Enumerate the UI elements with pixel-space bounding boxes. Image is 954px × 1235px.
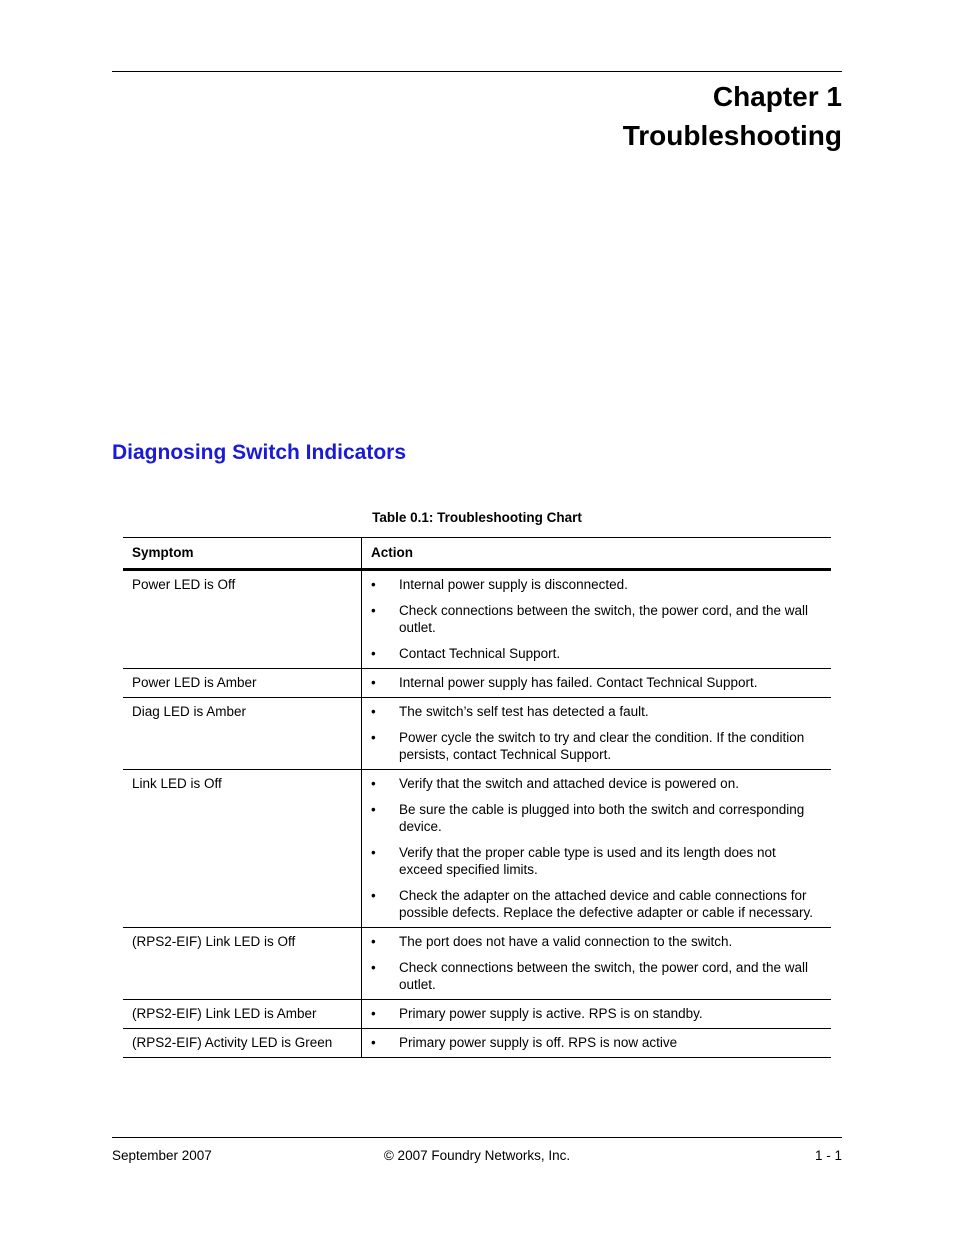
table-row	[123, 1029, 831, 1058]
column-header-symptom: Symptom	[123, 538, 362, 570]
action-item	[371, 729, 823, 763]
table-row	[123, 770, 831, 928]
section-heading: Diagnosing Switch Indicators	[112, 441, 407, 464]
chapter-number: Chapter 1	[712, 81, 842, 112]
action-item	[371, 674, 823, 691]
footer-copyright: © 2007 Foundry Networks, Inc.	[383, 1148, 571, 1163]
symptom-cell: Power LED is Off	[123, 570, 362, 669]
footer-rule	[112, 1137, 842, 1138]
bullet-icon: •	[371, 960, 376, 975]
action-item	[371, 1034, 823, 1051]
action-text: Check connections between the switch, the power cord, and the wall outlet.	[399, 960, 808, 992]
table-header-row	[123, 538, 831, 570]
bullet-icon: •	[371, 845, 376, 860]
action-text: Power cycle the switch to try and clear the condition. If the condition persists, contact Technical Support.	[399, 730, 805, 762]
bullet-icon: •	[371, 675, 376, 690]
symptom-cell: Link LED is Off	[123, 770, 362, 928]
bullet-icon: •	[371, 730, 376, 745]
symptom-cell: (RPS2-EIF) Link LED is Off	[123, 928, 362, 1000]
action-text: Primary power supply is off. RPS is now active	[399, 1035, 678, 1050]
action-item	[371, 602, 823, 636]
symptom-cell: Power LED is Amber	[123, 669, 362, 698]
header-rule	[112, 71, 842, 72]
table-body	[123, 570, 831, 1058]
symptom-cell: Diag LED is Amber	[123, 698, 362, 770]
table-row	[123, 928, 831, 1000]
troubleshooting-table	[123, 537, 831, 1058]
table-caption: Table 0.1: Troubleshooting Chart	[372, 510, 582, 525]
bullet-icon: •	[371, 802, 376, 817]
action-text: Internal power supply is disconnected.	[399, 577, 628, 592]
bullet-icon: •	[371, 888, 376, 903]
action-item	[371, 576, 823, 593]
bullet-icon: •	[371, 776, 376, 791]
action-item	[371, 801, 823, 835]
action-text: Verify that the switch and attached device is powered on.	[399, 776, 739, 791]
action-cell	[362, 928, 832, 1000]
column-header-action: Action	[362, 538, 832, 570]
action-item	[371, 775, 823, 792]
action-text: The port does not have a valid connection to the switch.	[399, 934, 733, 949]
symptom-cell: (RPS2-EIF) Activity LED is Green	[123, 1029, 362, 1058]
table-row	[123, 570, 831, 669]
action-cell	[362, 570, 832, 669]
chapter-name: Troubleshooting	[622, 120, 842, 151]
action-cell	[362, 1029, 832, 1058]
action-item	[371, 959, 823, 993]
action-text: Check connections between the switch, the power cord, and the wall outlet.	[399, 603, 808, 635]
chapter-title	[623, 77, 842, 155]
action-cell	[362, 770, 832, 928]
action-item	[371, 844, 823, 878]
action-text: Check the adapter on the attached device and cable connections for possible defects. Replace the defective adapter or cable if necessary.	[399, 888, 813, 920]
action-text: Verify that the proper cable type is used and its length does not exceed specified limits.	[399, 845, 776, 877]
bullet-icon: •	[371, 1006, 376, 1021]
action-text: Contact Technical Support.	[399, 646, 561, 661]
page-number: 1 - 1	[814, 1148, 842, 1163]
footer-date: September 2007	[112, 1148, 212, 1163]
action-cell	[362, 1000, 832, 1029]
action-text: Internal power supply has failed. Contact Technical Support.	[399, 675, 758, 690]
action-item	[371, 1005, 823, 1022]
bullet-icon: •	[371, 603, 376, 618]
table-row	[123, 669, 831, 698]
action-item	[371, 933, 823, 950]
action-text: The switch’s self test has detected a fault.	[399, 704, 649, 719]
action-cell	[362, 669, 832, 698]
action-cell	[362, 698, 832, 770]
table-row	[123, 1000, 831, 1029]
action-item	[371, 887, 823, 921]
bullet-icon: •	[371, 646, 376, 661]
bullet-icon: •	[371, 1035, 376, 1050]
symptom-cell: (RPS2-EIF) Link LED is Amber	[123, 1000, 362, 1029]
action-item	[371, 703, 823, 720]
bullet-icon: •	[371, 577, 376, 592]
action-text: Be sure the cable is plugged into both the switch and corresponding device.	[399, 802, 805, 834]
table-row	[123, 698, 831, 770]
bullet-icon: •	[371, 934, 376, 949]
bullet-icon: •	[371, 704, 376, 719]
action-item	[371, 645, 823, 662]
action-text: Primary power supply is active. RPS is on standby.	[399, 1006, 703, 1021]
